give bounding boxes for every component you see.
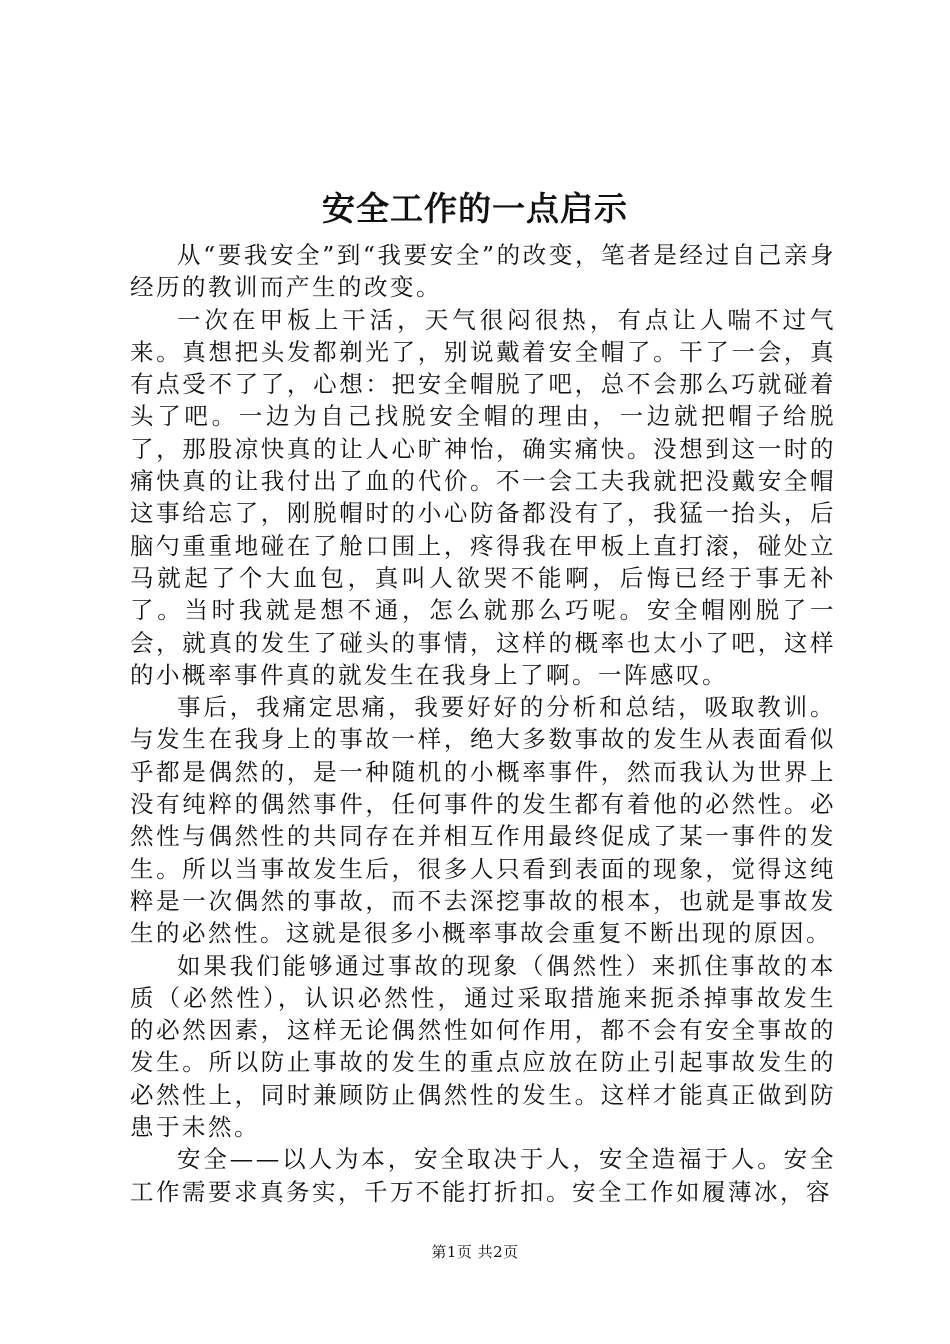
body-paragraph-4: 如果我们能够通过事故的现象（偶然性）来抓住事故的本质（必然性），认识必然性，通过采取措施来扼杀掉事故发生的必然因素，这样无论偶然性如何作用，都不会有安全事故的发生。所以防止事故的发生的重点应放在防止引起事故发生的必然性上，同时兼顾防止偶然性的发生。这样才能真正做到防患于未然。 — [130, 951, 836, 1142]
document-title: 安全工作的一点启示 — [322, 189, 628, 228]
body-paragraph-3: 事后，我痛定思痛，我要好好的分析和总结，吸取教训。与发生在我身上的事故一样，绝大多数事故的发生从表面看似乎都是偶然的，是一种随机的小概率事件，然而我认为世界上没有纯粹的偶然事件，任何事件的发生都有着他的必然性。必然性与偶然性的共同存在并相互作用最终促成了某一事件的发生。所以当事故发生后，很多人只看到表面的现象，觉得这纯粹是一次偶然的事故，而不去深挖事故的根本，也就是事故发生的必然性。这就是很多小概率事故会重复不断出现的原因。 — [130, 693, 836, 948]
body-paragraph-2: 一次在甲板上干活，天气很闷很热，有点让人喘不过气来。真想把头发都剃光了，别说戴着安全帽了。干了一会，真有点受不了了，心想：把安全帽脱了吧，总不会那么巧就碰着头了吧。一边为自己找脱安全帽的理由，一边就把帽子给脱了，那股凉快真的让人心旷神怡，确实痛快。没想到这一时的痛快真的让我付出了血的代价。不一会工夫我就把没戴安全帽这事给忘了，刚脱帽时的小心防备都没有了，我猛一抬头，后脑勺重重地碰在了舱口围上，疼得我在甲板上直打滚，碰处立马就起了个大血包，真叫人欲哭不能啊，后悔已经于事无补了。当时我就是想不通，怎么就那么巧呢。安全帽刚脱了一会，就真的发生了碰头的事情，这样的概率也太小了吧，这样的小概率事件真的就发生在我身上了啊。一阵感叹。 — [130, 305, 836, 689]
page-number-footer: 第1页 共2页 — [431, 1243, 519, 1261]
body-paragraph-5: 安全——以人为本，安全取决于人，安全造福于人。安全工作需要求真务实，千万不能打折扣。安全工作如履薄冰，容 — [130, 1145, 836, 1206]
body-paragraph-1: 从“要我安全”到“我要安全”的改变，笔者是经过自己亲身经历的教训而产生的改变。 — [130, 241, 836, 302]
document-body — [130, 239, 836, 1208]
